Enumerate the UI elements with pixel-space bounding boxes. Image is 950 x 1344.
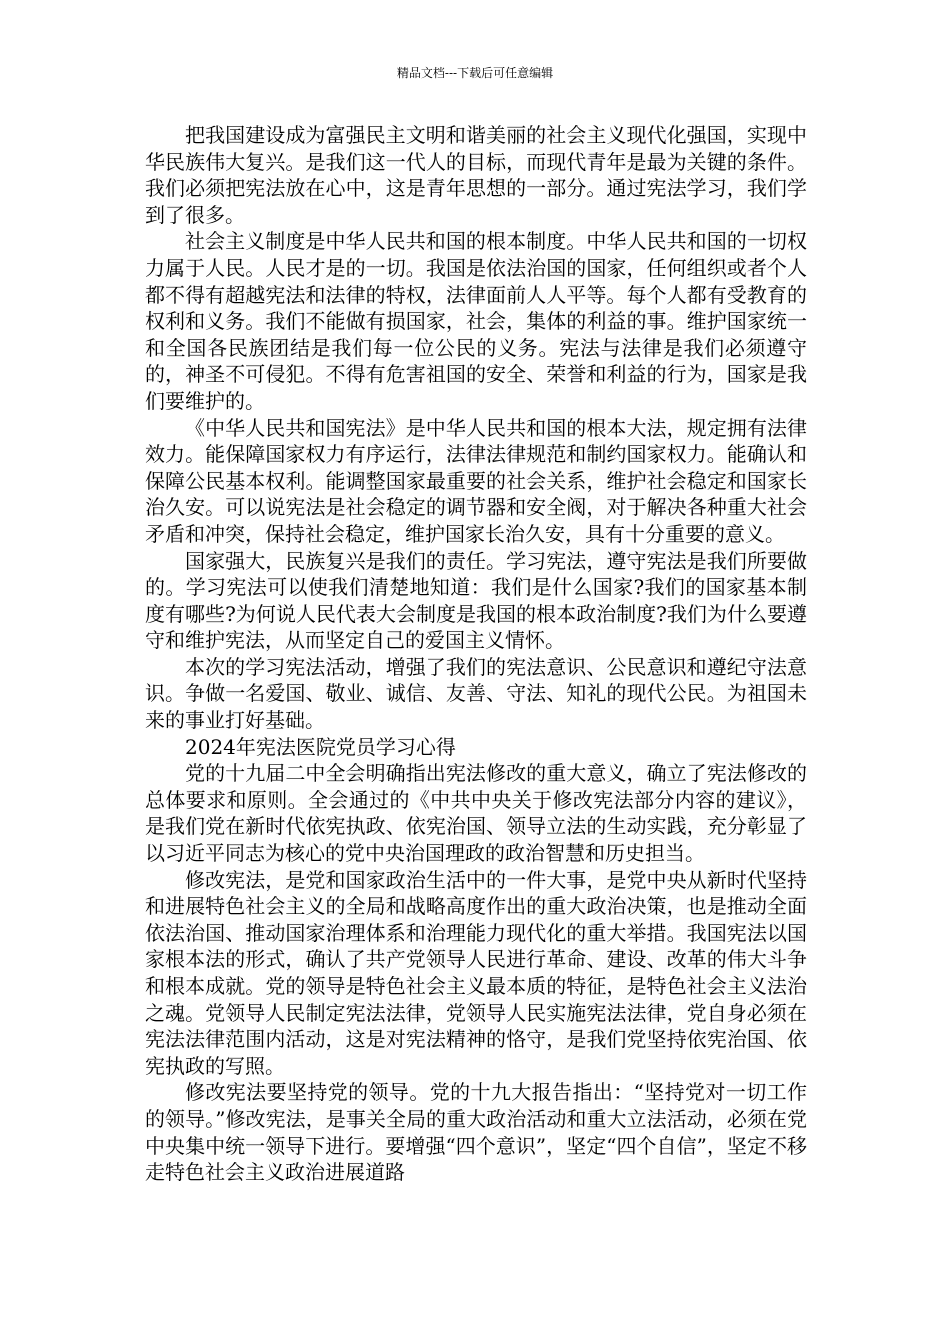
paragraph-3: 《中华人民共和国宪法》是中华人民共和国的根本大法，规定拥有法律效力。能保障国家权力有序运行，法律法律规范和制约国家权力。能确认和保障公民基本权利。能调整国家最重要的社会关系，维护社会稳定和国家长治久安。可以说宪法是社会稳定的调节器和安全阀，对于解决各种重大社会矛盾和冲突，保持社会稳定，维护国家长治久安，具有十分重要的意义。 [145,415,807,546]
paragraph-8: 修改宪法要坚持党的领导。党的十九大报告指出：“坚持党对一切工作的领导。”修改宪法，是事关全局的重大政治活动和重大立法活动，必须在党中央集中统一领导下进行。要增强“四个意识”，坚定“四个自信”，坚定不移走特色社会主义政治进展道路 [145,1080,807,1185]
paragraph-1: 把我国建设成为富强民主文明和谐美丽的社会主义现代化强国，实现中华民族伟大复兴。是我们这一代人的目标，而现代青年是最为关键的条件。我们必须把宪法放在心中，这是青年思想的一部分。通过宪法学习，我们学到了很多。 [145,123,807,227]
paragraph-7: 修改宪法，是党和国家政治生活中的一件大事，是党中央从新时代坚持和进展特色社会主义的全局和战略高度作出的重大政治决策，也是推动全面依法治国、推动国家治理体系和治理能力现代化的重大举措。我国宪法以国家根本法的形式，确认了共产党领导人民进行革命、建设、改革的伟大斗争和根本成就。党的领导是特色社会主义最本质的特征，是特色社会主义法治之魂。党领导人民制定宪法法律，党领导人民实施宪法法律，党自身必须在宪法法律范围内活动，这是对宪法精神的恪守，是我们党坚持依宪治国、依宪执政的写照。 [145,867,807,1078]
paragraph-5: 本次的学习宪法活动，增强了我们的宪法意识、公民意识和遵纪守法意识。争做一名爱国、敬业、诚信、友善、守法、知礼的现代公民。为祖国未来的事业打好基础。 [145,654,807,733]
paragraph-4: 国家强大，民族复兴是我们的责任。学习宪法，遵守宪法是我们所要做的。学习宪法可以使我们清楚地知道：我们是什么国家?我们的国家基本制度有哪些?为何说人民代表大会制度是我国的根本政治制度?我们为什么要遵守和维护宪法，从而坚定自己的爱国主义情怀。 [145,548,807,653]
document-body [145,122,807,1186]
section-heading: 2024年宪法医院党员学习心得 [185,734,456,759]
page-header: 精品文档---下载后可任意编辑 [396,66,554,80]
paragraph-6: 党的十九届二中全会明确指出宪法修改的重大意义，确立了宪法修改的总体要求和原则。全会通过的《中共中央关于修改宪法部分内容的建议》，是我们党在新时代依宪执政、依宪治国、领导立法的生动实践，充分彰显了以习近平同志为核心的党中央治国理政的政治智慧和历史担当。 [145,761,807,866]
paragraph-2: 社会主义制度是中华人民共和国的根本制度。中华人民共和国的一切权力属于人民。人民才是的一切。我国是依法治国的国家，任何组织或者个人都不得有超越宪法和法律的特权，法律面前人人平等。每个人都有受教育的权利和义务。我们不能做有损国家，社会，集体的利益的事。维护国家统一和全国各民族团结是我们每一位公民的义务。宪法与法律是我们必须遵守的，神圣不可侵犯。不得有危害祖国的安全、荣誉和利益的行为，国家是我们要维护的。 [145,229,807,413]
